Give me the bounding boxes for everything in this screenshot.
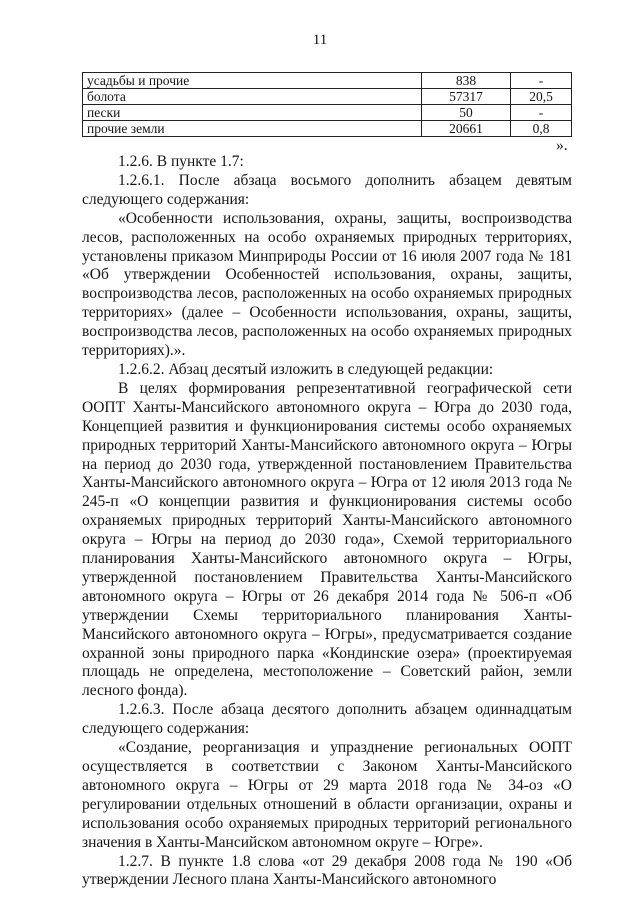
paragraph-network-formation: В целях формирования репрезентативной географической сети ООПТ Ханты-Мансийского автономного округа – Югра до 2030 года, Концепцией развития и функционирования системы особо охраняемых природных территорий Ханты-Мансийского автономного округа – Югры на период до 2030 года, утвержденной постановлением Правительства Ханты-Мансийского автономного округа – Югра от 12 июля 2013 года № 245-п «О концепции развития и функционирования системы особо охраняемых природных территорий Ханты-Мансийского автономного округа – Югры на период до 2030 года», Схемой территориального планирования Ханты-Мансийского автономного округа – Югры, утвержденной постановлением Правительства Ханты-Мансийского автономного округа – Югры от 26 декабря 2014 года № 506-п «Об утверждении Схемы территориального планирования Ханты-Мансийского автономного округа – Югры», предусматривается создание охранной зоны природного парка «Кондинские озера» (проектируемая площадь не определена, местоположение – Советский район, земли лесного фонда). bbox=[82, 379, 572, 700]
table-cell-percent: 0,8 bbox=[511, 121, 572, 137]
table-cell-percent: 20,5 bbox=[511, 89, 572, 105]
table-row bbox=[83, 105, 572, 121]
table-cell-name: пески bbox=[83, 105, 422, 121]
table-cell-area: 50 bbox=[422, 105, 511, 121]
table-cell-percent: - bbox=[511, 73, 572, 89]
paragraph-1-2-6-1: 1.2.6.1. После абзаца восьмого дополнить абзацем девятым следующего содержания: bbox=[82, 171, 572, 208]
paragraph-1-2-6-3: 1.2.6.3. После абзаца десятого дополнить абзацем одиннадцатым следующего содержания: bbox=[82, 701, 572, 738]
table-closing-quote: ». bbox=[556, 137, 568, 154]
paragraph-1-2-6: 1.2.6. В пункте 1.7: bbox=[118, 153, 244, 170]
table-cell-name: прочие земли bbox=[83, 121, 422, 137]
table-cell-area: 838 bbox=[422, 73, 511, 89]
page-number: 11 bbox=[312, 32, 328, 48]
paragraph-1-2-6-2: 1.2.6.2. Абзац десятый изложить в следующей редакции: bbox=[118, 360, 494, 378]
paragraph-1-2-7: 1.2.7. В пункте 1.8 слова «от 29 декабря 2008 года № 190 «Об утверждении Лесного плана Ханты-Мансийского автономного bbox=[82, 852, 572, 889]
table-cell-name: усадьбы и прочие bbox=[83, 73, 422, 89]
table-cell-area: 20661 bbox=[422, 121, 511, 137]
table-row bbox=[83, 89, 572, 105]
table-cell-percent: - bbox=[511, 105, 572, 121]
table-cell-area: 57317 bbox=[422, 89, 511, 105]
table-row bbox=[83, 121, 572, 137]
table-cell-name: болота bbox=[83, 89, 422, 105]
table-row bbox=[83, 73, 572, 89]
paragraph-quoted-features: «Особенности использования, охраны, защиты, воспроизводства лесов, расположенных на особо охраняемых природных территориях, установлены приказом Минприроды России от 16 июля 2007 года № 181 «Об утверждении Особенностей использования, охраны, защиты, воспроизводства лесов, расположенных на особо охраняемых природных территориях» (далее – Особенности использования, охраны, защиты, воспроизводства лесов, расположенных на особо охраняемых природных территориях).». bbox=[82, 209, 572, 360]
land-table bbox=[82, 72, 572, 137]
document-body bbox=[82, 153, 572, 890]
paragraph-quoted-creation: «Создание, реорганизация и упразднение региональных ООПТ осуществляется в соответствии с Законом Ханты-Мансийского автономного округа – Югры от 29 марта 2018 года № 34-оз «О регулировании отдельных отношений в области организации, охраны и использования особо охраняемых природных территорий регионального значения в Ханты-Мансийском автономном округе – Югре». bbox=[82, 739, 572, 851]
